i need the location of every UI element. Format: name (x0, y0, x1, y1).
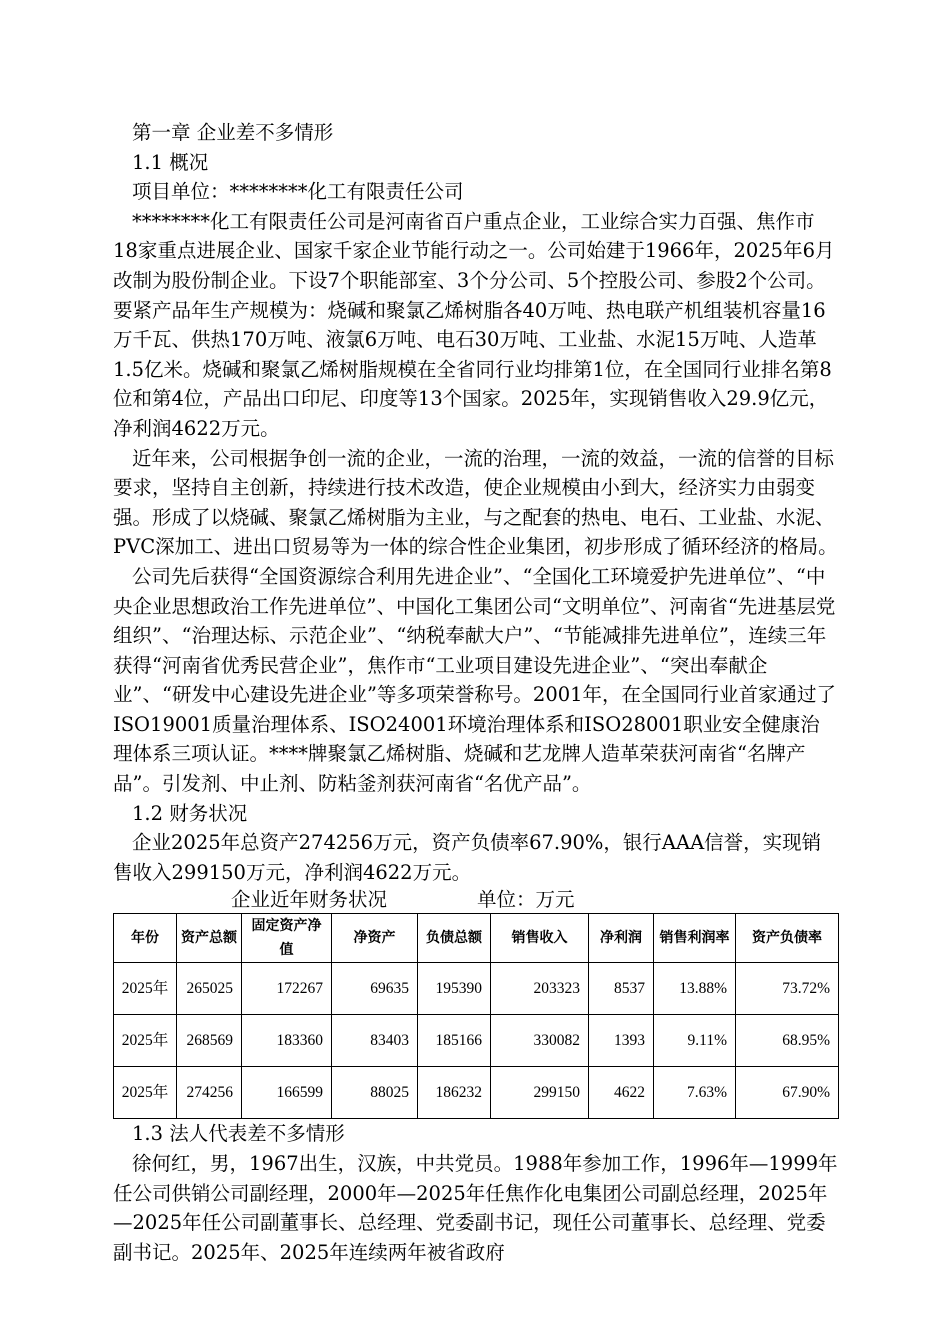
cell-total-assets: 268569 (177, 1015, 242, 1067)
cell-fixed-assets: 172267 (242, 963, 332, 1015)
section-heading-1-1: 1.1 概况 (132, 150, 209, 174)
project-unit-line: 项目单位：********化工有限责任公司 (132, 180, 464, 204)
cell-total-liabilities: 185166 (418, 1015, 491, 1067)
cell-debt-ratio: 68.95% (736, 1015, 839, 1067)
cell-sales-revenue: 299150 (491, 1067, 589, 1119)
cell-debt-ratio: 67.90% (736, 1067, 839, 1119)
cell-total-assets: 274256 (177, 1067, 242, 1119)
cell-net-profit: 1393 (589, 1015, 654, 1067)
cell-profit-margin: 7.63% (654, 1067, 736, 1119)
document-page (113, 118, 838, 1267)
cell-year: 2025年 (114, 1067, 177, 1119)
chapter-title: 第一章 企业差不多情形 (132, 121, 334, 144)
header-debt-ratio: 资产负债率 (736, 914, 839, 963)
section-heading-1-2: 1.2 财务状况 (132, 801, 248, 825)
finance-paragraph: 企业2025年总资产274256万元，资产负债率67.90%，银行AAA信誉，实现销售收入299150万元，净利润4622万元。 (113, 831, 822, 884)
cell-profit-margin: 9.11% (654, 1015, 736, 1067)
cell-debt-ratio: 73.72% (736, 963, 839, 1015)
table-unit: 单位：万元 (477, 888, 575, 912)
cell-sales-revenue: 203323 (491, 963, 589, 1015)
header-total-liabilities: 负债总额 (418, 914, 491, 963)
cell-net-profit: 4622 (589, 1067, 654, 1119)
cell-net-assets: 88025 (332, 1067, 418, 1119)
cell-total-liabilities: 195390 (418, 963, 491, 1015)
cell-fixed-assets: 166599 (242, 1067, 332, 1119)
header-total-assets: 资产总额 (177, 914, 242, 963)
table-row (114, 1015, 839, 1067)
header-sales-revenue: 销售收入 (491, 914, 589, 963)
cell-fixed-assets: 183360 (242, 1015, 332, 1067)
cell-total-assets: 265025 (177, 963, 242, 1015)
table-row (114, 1067, 839, 1119)
cell-year: 2025年 (114, 1015, 177, 1067)
cell-year: 2025年 (114, 963, 177, 1015)
table-row (114, 963, 839, 1015)
header-net-profit: 净利润 (589, 914, 654, 963)
legal-rep-paragraph: 徐何红，男，1967出生，汉族，中共党员。1988年参加工作，1996年—1999年任公司供销公司副经理，2000年—2025年任焦作化电集团公司副总经理，2025年—2025年任公司副董事长、总经理、党委副书记，现任公司董事长、总经理、党委副书记。2025年、2025年连续两年被省政府 (113, 1152, 838, 1264)
header-net-assets: 净资产 (332, 914, 418, 963)
section-heading-1-3: 1.3 法人代表差不多情形 (132, 1122, 345, 1146)
cell-profit-margin: 13.88% (654, 963, 736, 1015)
overview-paragraph-3: 公司先后获得“全国资源综合利用先进企业”、“全国化工环境爱护先进单位”、“中央企业思想政治工作先进单位”、中国化工集团公司“文明单位”、河南省“先进基层党组织”、“治理达标、示范企业”、“纳税奉献大户”、“节能减排先进单位”，连续三年获得“河南省优秀民营企业”，焦作市“工业项目建设先进企业”、“突出奉献企业”、“研发中心建设先进企业”等多项荣誉称号。2001年，在全国同行业首家通过了ISO19001质量治理体系、ISO24001环境治理体系和ISO28001职业安全健康治理体系三项认证。****牌聚氯乙烯树脂、烧碱和艺龙牌人造革荣获河南省“名牌产品”。引发剂、中止剂、防粘釜剂获河南省“名优产品”。 (113, 564, 837, 796)
overview-paragraph-1: ********化工有限责任公司是河南省百户重点企业，工业综合实力百强、焦作市18家重点进展企业、国家千家企业节能行动之一。公司始建于1966年，2025年6月改制为股份制企业。下设7个职能部室、3个分公司、5个控股公司、参股2个公司。要紧产品年生产规模为：烧碱和聚氯乙烯树脂各40万吨、热电联产机组装机容量16万千瓦、供热170万吨、液氯6万吨、电石30万吨、工业盐、水泥15万吨、人造革1.5亿米。烧碱和聚氯乙烯树脂规模在全省同行业均排第1位，在全国同行业排名第8位和第4位，产品出口印尼、印度等13个国家。2025年，实现销售收入29.9亿元，净利润4622万元。 (113, 209, 835, 440)
finance-table (113, 913, 839, 1119)
cell-net-assets: 69635 (332, 963, 418, 1015)
header-fixed-assets: 固定资产净值 (242, 914, 332, 963)
cell-net-assets: 83403 (332, 1015, 418, 1067)
header-year: 年份 (114, 914, 177, 963)
table-header-row (114, 914, 839, 963)
table-caption-line (113, 887, 838, 913)
overview-paragraph-2: 近年来，公司根据争创一流的企业，一流的治理，一流的效益，一流的信誉的目标要求，坚持自主创新，持续进行技术改造，使企业规模由小到大，经济实力由弱变强。形成了以烧碱、聚氯乙烯树脂为主业，与之配套的热电、电石、工业盐、水泥、PVC深加工、进出口贸易等为一体的综合性企业集团，初步形成了循环经济的格局。 (113, 446, 838, 559)
cell-net-profit: 8537 (589, 963, 654, 1015)
cell-total-liabilities: 186232 (418, 1067, 491, 1119)
table-caption: 企业近年财务状况 (231, 888, 388, 912)
cell-sales-revenue: 330082 (491, 1015, 589, 1067)
header-profit-margin: 销售利润率 (654, 914, 736, 963)
